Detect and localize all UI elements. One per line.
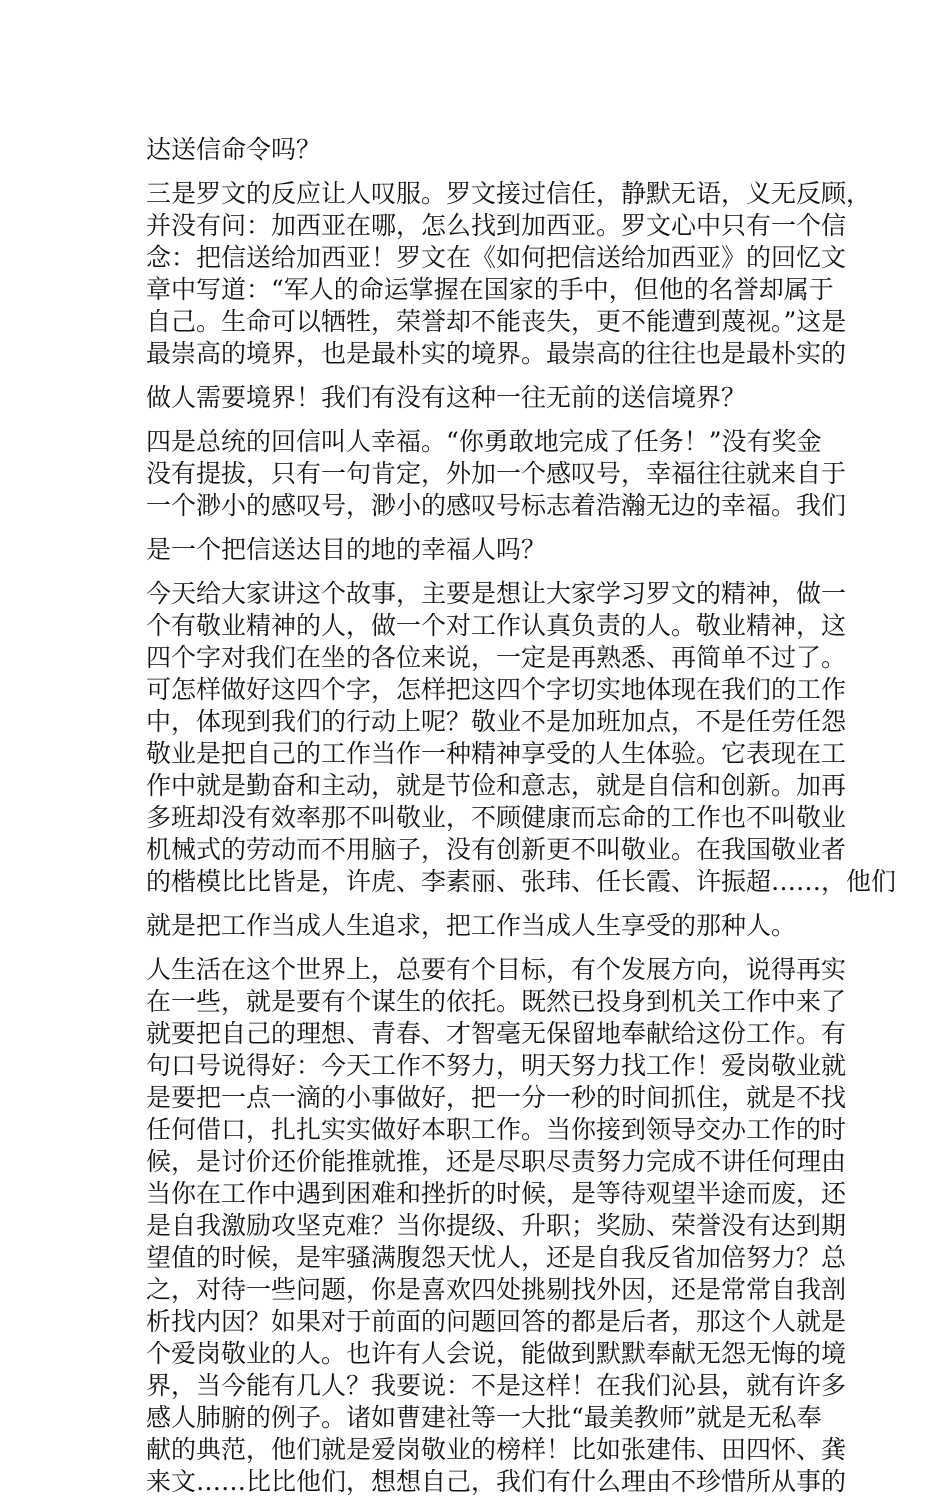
text-line: 章中写道：“军人的命运掌握在国家的手中，但他的名誉却属于 xyxy=(146,275,834,304)
paragraph xyxy=(146,134,810,166)
text-line: 就要把自己的理想、青春、才智毫无保留地奉献给这份工作。有 xyxy=(146,1019,847,1048)
text-line: 是一个把信送达目的地的幸福人吗？ xyxy=(146,535,547,564)
paragraph xyxy=(146,954,847,1498)
text-line: 四是总统的回信叫人幸福。“你勇敢地完成了任务！”没有奖金 xyxy=(146,427,822,456)
text-line: 析找内因？如果对于前面的问题回答的都是后者，那这个人就是 xyxy=(146,1307,847,1336)
text-line: 感人肺腑的例子。诸如曹建社等一大批“最美教师”就是无私奉 xyxy=(146,1403,822,1432)
text-line: 是要把一点一滴的小事做好，把一分一秒的时间抓住，就是不找 xyxy=(146,1083,847,1112)
text-line: 最崇高的境界，也是最朴实的境界。最崇高的往往也是最朴实的 xyxy=(146,339,847,368)
text-line: 一个渺小的感叹号，渺小的感叹号标志着浩瀚无边的幸福。我们 xyxy=(146,491,847,520)
text-line: 就是把工作当成人生追求，把工作当成人生享受的那种人。 xyxy=(146,911,797,940)
text-line: 多班却没有效率那不叫敬业，不顾健康而忘命的工作也不叫敬业 xyxy=(146,803,847,832)
text-line: 任何借口，扎扎实实做好本职工作。当你接到领导交办工作的时 xyxy=(146,1115,847,1144)
text-line: 没有提拔，只有一句肯定，外加一个感叹号，幸福往往就来自于 xyxy=(146,459,847,488)
text-line: 作中就是勤奋和主动，就是节俭和意志，就是自信和创新。加再 xyxy=(146,771,847,800)
text-line: 三是罗文的反应让人叹服。罗文接过信任，静默无语，义无反顾， xyxy=(146,179,872,208)
text-line: 界，当今能有几人？我要说：不是这样！在我们沁县，就有许多 xyxy=(146,1371,847,1400)
text-line: 的楷模比比皆是，许虎、李素丽、张玮、任长霞、许振超……，他们 xyxy=(146,867,897,896)
text-line: 之，对待一些问题，你是喜欢四处挑剔找外因，还是常常自我剖 xyxy=(146,1275,847,1304)
text-line: 念：把信送给加西亚！罗文在《如何把信送给加西亚》的回忆文 xyxy=(146,243,847,272)
paragraph xyxy=(146,578,897,898)
paragraph xyxy=(146,426,847,522)
text-line: 献的典范，他们就是爱岗敬业的榜样！比如张建伟、田四怀、龚 xyxy=(146,1435,847,1464)
text-line: 机械式的劳动而不用脑子，没有创新更不叫敬业。在我国敬业者 xyxy=(146,835,847,864)
paragraph xyxy=(146,534,810,566)
document-body xyxy=(146,134,897,1510)
text-line: 并没有问：加西亚在哪，怎么找到加西亚。罗文心中只有一个信 xyxy=(146,211,847,240)
text-line: 敬业是把自己的工作当作一种精神享受的人生体验。它表现在工 xyxy=(146,739,847,768)
text-line: 个爱岗敬业的人。也许有人会说，能做到默默奉献无怨无悔的境 xyxy=(146,1339,847,1368)
text-line: 四个字对我们在坐的各位来说，一定是再熟悉、再简单不过了。 xyxy=(146,643,847,672)
text-line: 中，体现到我们的行动上呢？敬业不是加班加点，不是任劳任怨 xyxy=(146,707,847,736)
text-line: 来文……比比他们，想想自己，我们有什么理由不珍惜所从事的 xyxy=(146,1467,847,1496)
text-line: 当你在工作中遇到困难和挫折的时候，是等待观望半途而废，还 xyxy=(146,1179,847,1208)
text-line: 人生活在这个世界上，总要有个目标，有个发展方向，说得再实 xyxy=(146,955,847,984)
text-line: 句口号说得好：今天工作不努力，明天努力找工作！爱岗敬业就 xyxy=(146,1051,847,1080)
text-line: 个有敬业精神的人，做一个对工作认真负责的人。敬业精神，这 xyxy=(146,611,847,640)
paragraph xyxy=(146,178,872,370)
paragraph xyxy=(146,382,810,414)
text-line: 在一些，就是要有个谋生的依托。既然已投身到机关工作中来了 xyxy=(146,987,847,1016)
text-line: 可怎样做好这四个字，怎样把这四个字切实地体现在我们的工作 xyxy=(146,675,847,704)
text-line: 达送信命令吗？ xyxy=(146,135,322,164)
paragraph xyxy=(146,910,810,942)
text-line: 今天给大家讲这个故事，主要是想让大家学习罗文的精神，做一 xyxy=(146,579,847,608)
text-line: 望值的时候，是牢骚满腹怨天忧人，还是自我反省加倍努力？总 xyxy=(146,1243,847,1272)
text-line: 自己。生命可以牺牲，荣誉却不能丧失，更不能遭到蔑视。”这是 xyxy=(146,307,847,336)
text-line: 是自我激励攻坚克难？当你提级、升职；奖励、荣誉没有达到期 xyxy=(146,1211,847,1240)
text-line: 做人需要境界！我们有没有这种一往无前的送信境界？ xyxy=(146,383,747,412)
text-line: 候，是讨价还价能推就推，还是尽职尽责努力完成不讲任何理由 xyxy=(146,1147,847,1176)
